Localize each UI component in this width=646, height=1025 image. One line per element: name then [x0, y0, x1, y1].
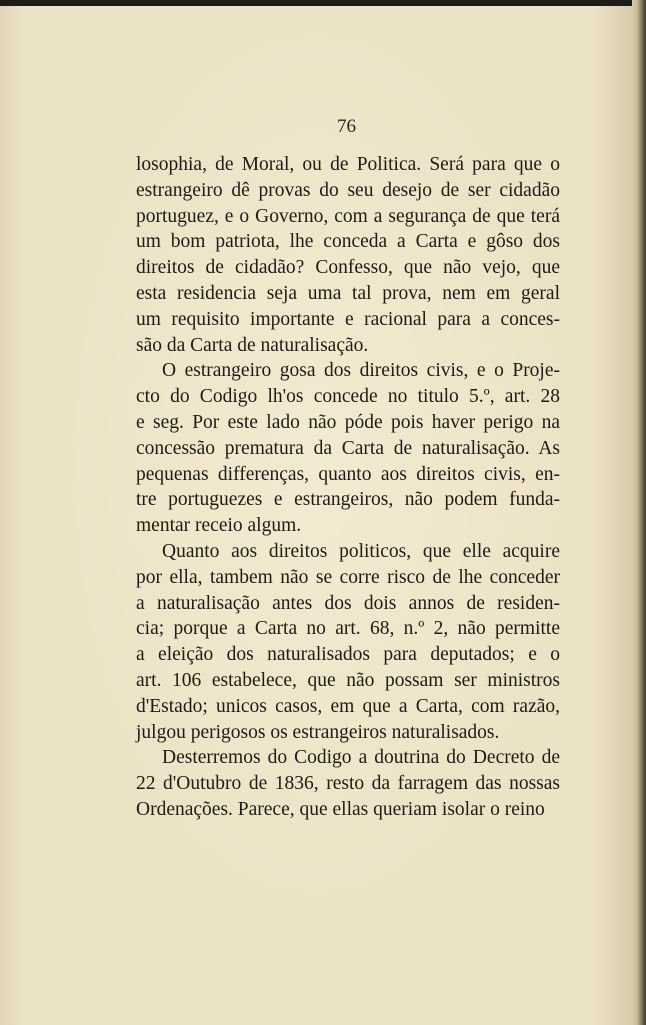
text-line: Quanto aos direitos politicos, que elle acquire — [162, 540, 560, 562]
text-line: portuguez, e o Governo, com a segurança de que terá — [136, 205, 560, 227]
text-line: art. 106 estabelece, que não possam ser ministros — [136, 669, 560, 691]
text-line: tre portuguezes e estrangeiros, não podem funda- — [136, 489, 560, 511]
text-line: mentar receio algum. — [136, 515, 302, 537]
text-line: esta residencia seja uma tal prova, nem em geral — [136, 282, 560, 304]
paragraph — [136, 358, 560, 539]
text-line: estrangeiro dê provas do seu desejo de ser cidadão — [136, 179, 560, 201]
text-line: concessão prematura da Carta de naturalisação. As — [136, 437, 560, 459]
text-line: Desterremos do Codigo a doutrina do Decreto de — [162, 747, 560, 769]
paragraph — [136, 745, 560, 822]
body-text — [136, 152, 560, 823]
text-line: a naturalisação antes dos dois annos de residen- — [136, 592, 560, 614]
text-line: julgou perigosos os estrangeiros naturalisados. — [136, 721, 500, 743]
text-line: 22 d'Outubro de 1836, resto da farragem das nossas — [136, 773, 560, 795]
text-line: e seg. Por este lado não póde pois haver perigo na — [136, 411, 560, 433]
text-line: O estrangeiro gosa dos direitos civis, e o Proje- — [162, 360, 560, 382]
text-line: pequenas differenças, quanto aos direitos civis, en- — [136, 463, 560, 485]
page-edge — [632, 0, 646, 1025]
text-line: um bom patriota, lhe conceda a Carta e gôso dos — [136, 231, 560, 253]
text-line: a eleição dos naturalisados para deputados; e o — [136, 644, 560, 666]
text-line: d'Estado; unicos casos, em que a Carta, com razão, — [136, 695, 560, 717]
page-number: 76 — [337, 116, 356, 137]
text-line: um requisito importante e racional para a conces- — [136, 308, 560, 330]
paragraph — [136, 539, 560, 745]
text-line: Ordenações. Parece, que ellas queriam isolar o reino — [136, 798, 545, 820]
text-line: losophia, de Moral, ou de Politica. Será para que o — [136, 154, 560, 175]
text-line: são da Carta de naturalisação. — [136, 334, 369, 356]
text-line: por ella, tambem não se corre risco de lhe conceder — [136, 566, 560, 588]
book-page — [0, 6, 633, 1025]
paragraph — [136, 152, 560, 358]
text-line: cto do Codigo lh'os concede no titulo 5.º, art. 28 — [136, 386, 560, 408]
text-line: direitos de cidadão? Confesso, que não vejo, que — [136, 257, 560, 279]
text-line: cia; porque a Carta no art. 68, n.º 2, não permitte — [136, 618, 560, 640]
